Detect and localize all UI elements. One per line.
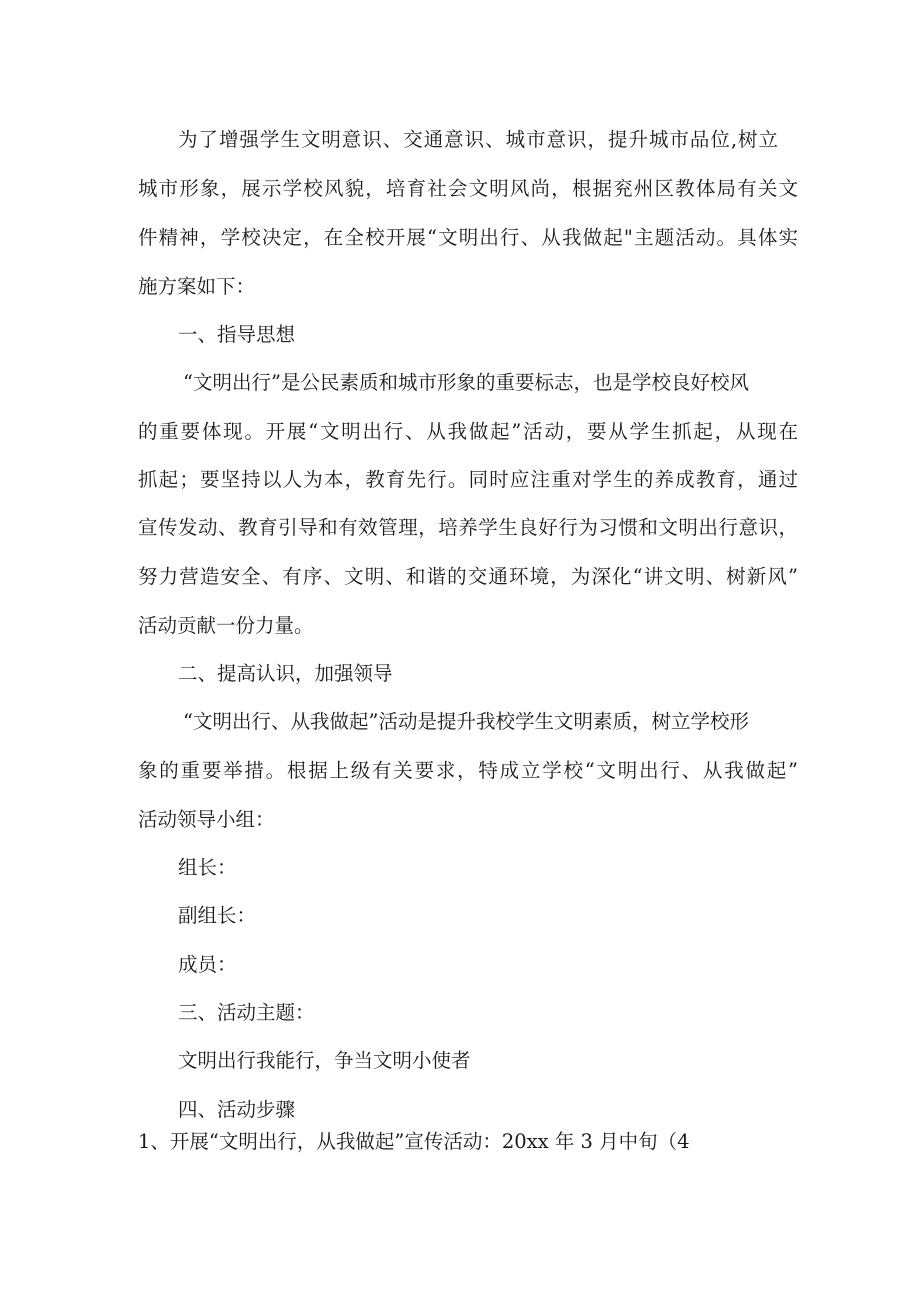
section1-line-6: 活动贡献一份力量。: [138, 614, 314, 637]
section2-line-3: 活动领导小组：: [138, 808, 275, 831]
leader-label: 组长：: [178, 856, 237, 879]
intro-line-2: 城市形象，展示学校风貌，培育社会文明风尚，根据兖州区教体局有关文: [138, 177, 798, 200]
section1-line-2: 的重要体现。开展“文明出行、从我做起”活动，要从学生抓起，从现在: [138, 420, 798, 443]
members-label: 成员：: [178, 953, 237, 976]
section2-heading: 二、提高认识，加强领导: [178, 662, 393, 685]
intro-line-3: 件精神，学校决定，在全校开展“文明出行、从我做起"主题活动。具体实: [138, 226, 798, 249]
intro-line-4: 施方案如下：: [138, 275, 256, 298]
deputy-leader-label: 副组长：: [178, 904, 257, 927]
section3-heading: 三、活动主题：: [178, 1001, 315, 1024]
step-1: 1、开展“文明出行，从我做起”宣传活动：20xx 年 3 月中旬（4: [138, 1130, 690, 1153]
section1-line-1: “文明出行”是公民素质和城市形象的重要标志，也是学校良好校风: [183, 371, 749, 394]
section2-line-2: 象的重要举措。根据上级有关要求，特成立学校“文明出行、从我做起”: [138, 759, 798, 782]
section1-line-4: 宣传发动、教育引导和有效管理，培养学生良好行为习惯和文明出行意识，: [138, 516, 798, 539]
section4-heading: 四、活动步骤: [178, 1098, 296, 1121]
section2-line-1: “文明出行、从我做起”活动是提升我校学生文明素质，树立学校形: [183, 710, 749, 733]
section1-line-5: 努力营造安全、有序、文明、和谐的交通环境，为深化“讲文明、树新风”: [138, 565, 798, 588]
section1-line-3: 抓起；要坚持以人为本，教育先行。同时应注重对学生的养成教育，通过: [138, 468, 798, 491]
section1-heading: 一、指导思想: [178, 323, 296, 346]
activity-theme: 文明出行我能行，争当文明小使者: [178, 1049, 471, 1072]
intro-line-1: 为了增强学生文明意识、交通意识、城市意识，提升城市品位,树立: [178, 128, 778, 151]
